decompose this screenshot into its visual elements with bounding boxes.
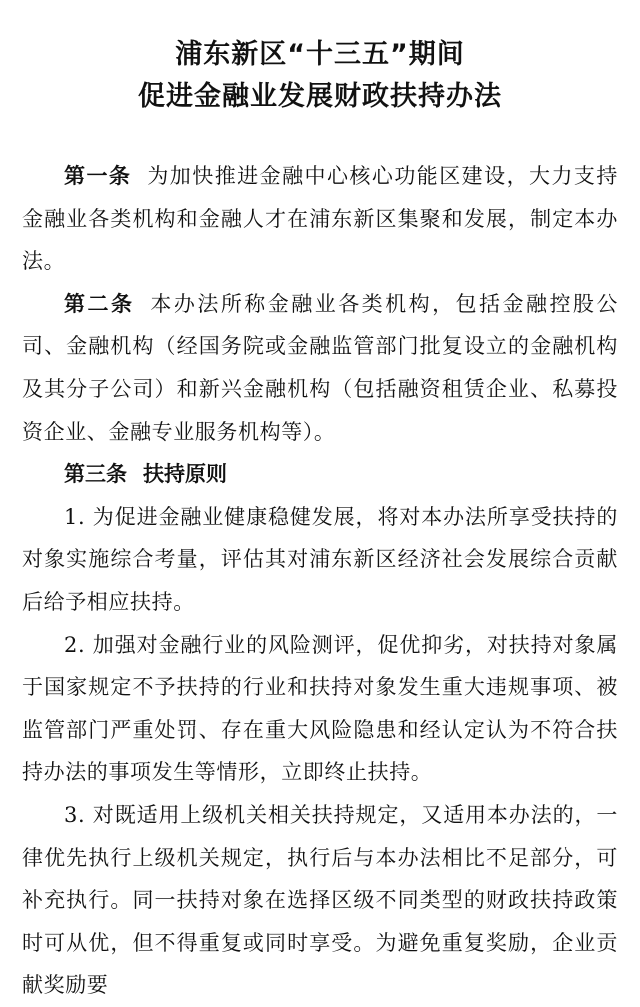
article-3-item-3: 3. 对既适用上级机关相关扶持规定，又适用本办法的，一律优先执行上级机关规定，执行后与本办法相比不足部分，可补充执行。同一扶持对象在选择区级不同类型的财政扶持政策时可从优，但不得重复或同时享受。为避免重复奖励，企业贡献奖励要 — [22, 802, 618, 998]
article-2-label: 第二条 — [64, 291, 135, 316]
article-2-text: 本办法所称金融业各类机构，包括金融控股公司、金融机构（经国务院或金融监管部门批复设立的金融机构及其分子公司）和新兴金融机构（包括融资租赁企业、私募投资企业、金融专业服务机构等）。 — [22, 291, 618, 444]
title-line-2: 促进金融业发展财政扶持办法 — [138, 81, 502, 112]
article-1 — [22, 155, 618, 283]
title-line-1: 浦东新区“十三五”期间 — [175, 39, 465, 70]
article-1-label: 第一条 — [64, 164, 132, 188]
article-3-heading — [22, 453, 618, 496]
article-3-item-2: 2. 加强对金融行业的风险测评，促优抑劣，对扶持对象属于国家规定不予扶持的行业和扶持对象发生重大违规事项、被监管部门严重处罚、存在重大风险隐患和经认定认为不符合扶持办法的事项发生等情形，立即终止扶持。 — [22, 632, 618, 785]
article-3-item-1: 1. 为促进金融业健康稳健发展，将对本办法所享受扶持的对象实施综合考量，评估其对浦东新区经济社会发展综合贡献后给予相应扶持。 — [22, 504, 618, 614]
article-3-label: 第三条 — [64, 462, 127, 487]
article-1-text: 为加快推进金融中心核心功能区建设，大力支持金融业各类机构和金融人才在浦东新区集聚和发展，制定本办法。 — [22, 164, 618, 274]
article-3-title: 扶持原则 — [143, 462, 227, 487]
document-title — [22, 34, 618, 118]
article-2 — [22, 283, 618, 453]
